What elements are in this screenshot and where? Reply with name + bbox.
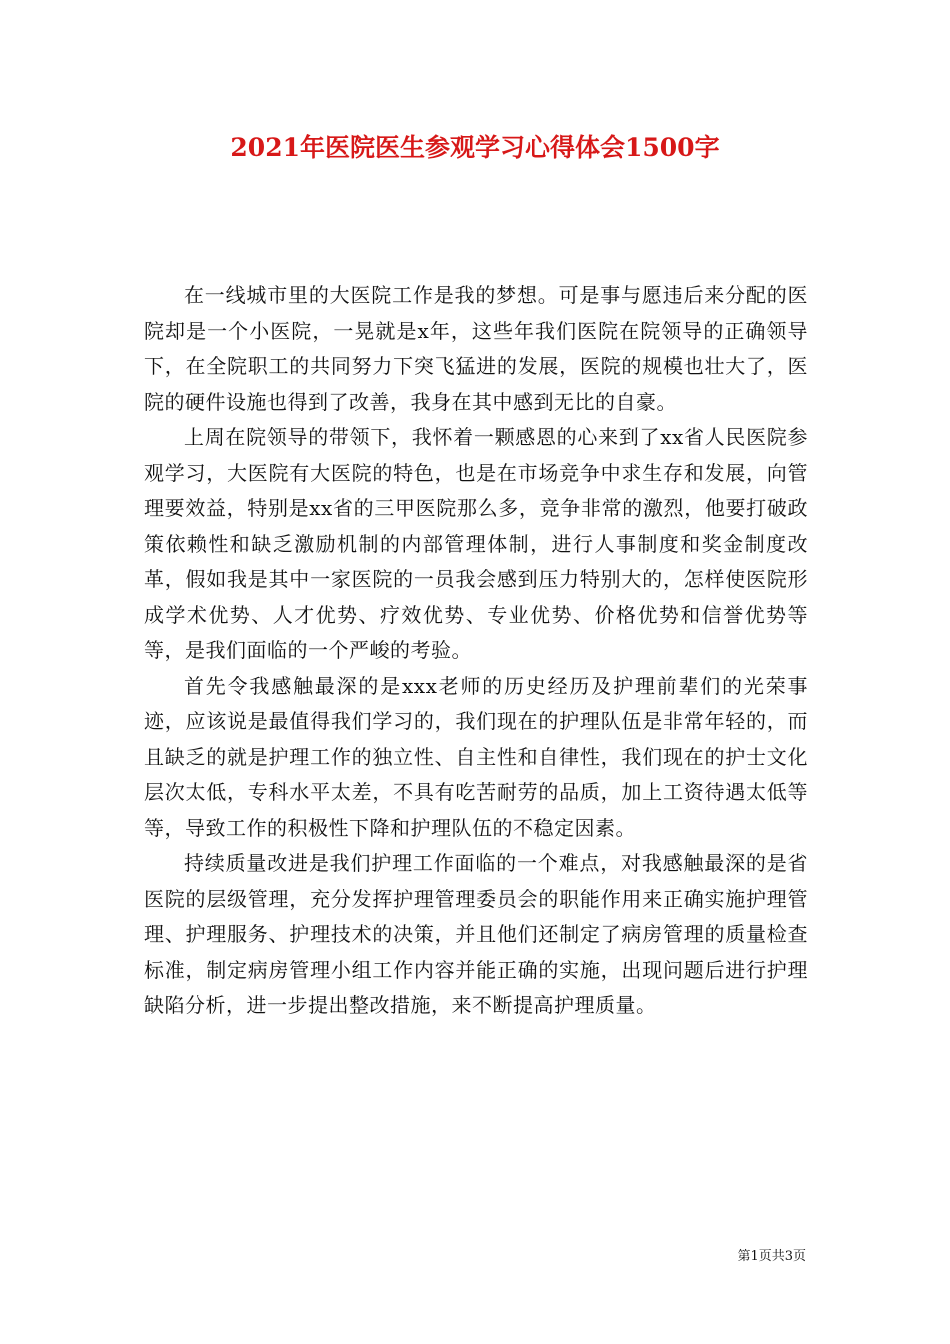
paragraph-4: 持续质量改进是我们护理工作面临的一个难点，对我感触最深的是省医院的层级管理，充分发挥护理管理委员会的职能作用来正确实施护理管理、护理服务、护理技术的决策，并且他们还制定了病房管理的质量检查标准，制定病房管理小组工作内容并能正确的实施，出现问题后进行护理缺陷分析，进一步提出整改措施，来不断提高护理质量。: [144, 851, 808, 1017]
page-number-footer: 第1页共3页: [737, 1249, 806, 1264]
paragraph-3: 首先令我感触最深的是xxx老师的历史经历及护理前辈们的光荣事迹，应该说是最值得我们学习的，我们现在的护理队伍是非常年轻的，而且缺乏的就是护理工作的独立性、自主性和自律性，我们现在的护士文化层次太低，专科水平太差，不具有吃苦耐劳的品质，加上工资待遇太低等等，导致工作的积极性下降和护理队伍的不稳定因素。: [144, 673, 808, 840]
paragraph-2: 上周在院领导的带领下，我怀着一颗感恩的心来到了xx省人民医院参观学习，大医院有大医院的特色，也是在市场竞争中求生存和发展，向管理要效益，特别是xx省的三甲医院那么多，竞争非常的激烈，他要打破政策依赖性和缺乏激励机制的内部管理体制，进行人事制度和奖金制度改革，假如我是其中一家医院的一员我会感到压力特别大的，怎样使医院形成学术优势、人才优势、疗效优势、专业优势、价格优势和信誉优势等等，是我们面临的一个严峻的考验。: [144, 425, 808, 662]
paragraph-1: 在一线城市里的大医院工作是我的梦想。可是事与愿违后来分配的医院却是一个小医院，一晃就是x年，这些年我们医院在院领导的正确领导下，在全院职工的共同努力下突飞猛进的发展，医院的规模也壮大了，医院的硬件设施也得到了改善，我身在其中感到无比的自豪。: [144, 283, 808, 414]
document-body: [144, 278, 808, 1024]
document-title: 2021年医院医生参观学习心得体会1500字: [230, 133, 720, 162]
